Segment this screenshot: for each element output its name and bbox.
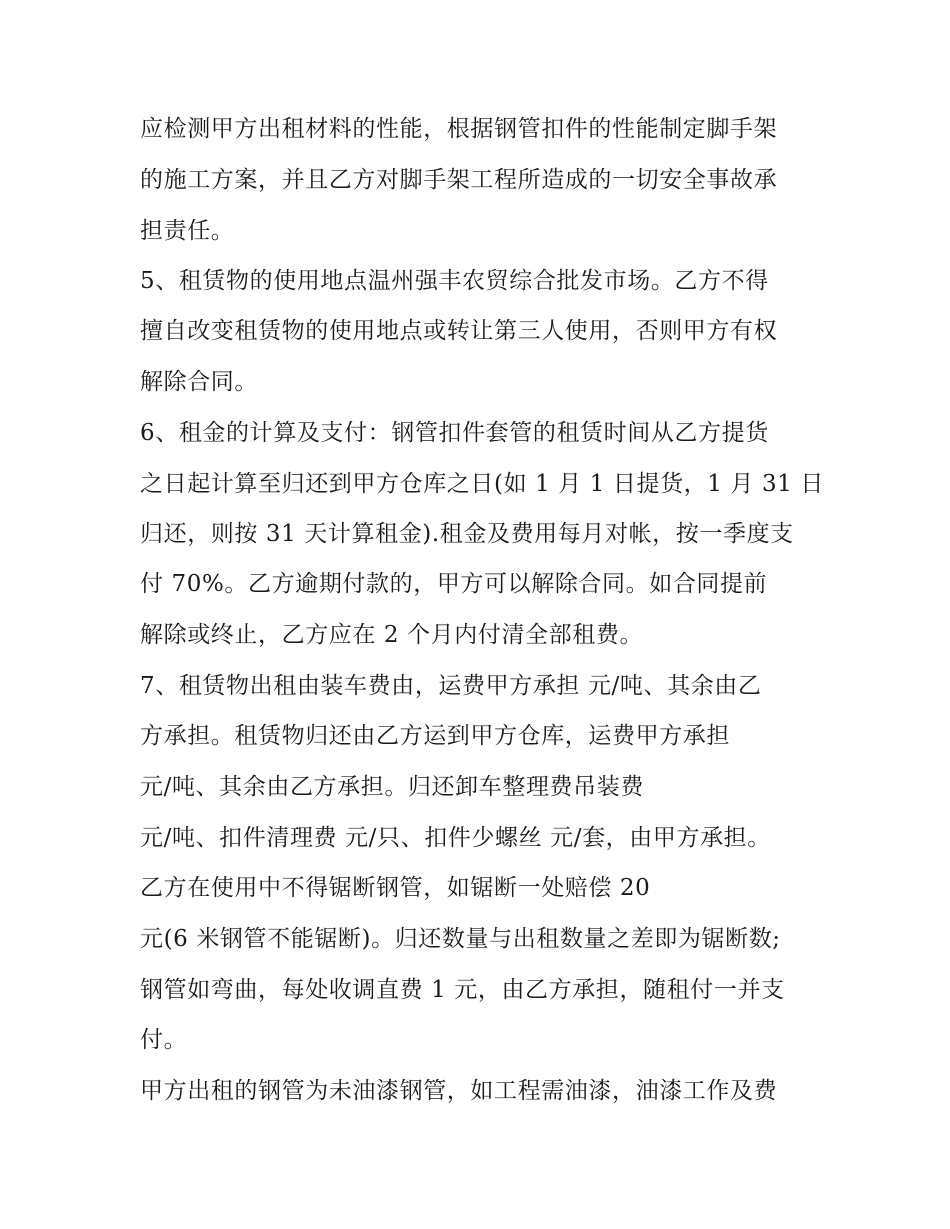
text-line: 元/吨、扣件清理费 元/只、扣件少螺丝 元/套，由甲方承担。 [140,825,771,851]
text-line: 乙方在使用中不得锯断钢管，如锯断一处赔偿 20 [140,875,651,901]
text-line: 的施工方案，并且乙方对脚手架工程所造成的一切安全事故承 [140,167,778,193]
text-line: 元(6 米钢管不能锯断)。归还数量与出租数量之差即为锯断数; [140,926,781,952]
text-line: 元/吨、其余由乙方承担。归还卸车整理费吊装费 [140,774,644,800]
text-line: 付 70%。乙方逾期付款的，甲方可以解除合同。如合同提前 [140,571,768,597]
text-line: 解除或终止，乙方应在 2 个月内付清全部租费。 [140,622,644,648]
text-line: 钢管如弯曲，每处收调直费 1 元，由乙方承担，随租付一并支 [140,977,785,1003]
text-line: 擅自改变租赁物的使用地点或转让第三人使用，否则甲方有权 [140,318,778,344]
text-line: 方承担。租赁物归还由乙方运到甲方仓库，运费甲方承担 [140,723,730,749]
text-line: 付。 [140,1027,188,1053]
text-line: 7、租赁物出租由装车费由，运费甲方承担 元/吨、其余由乙 [140,673,762,699]
text-line: 应检测甲方出租材料的性能，根据钢管扣件的性能制定脚手架 [140,116,778,142]
text-line: 6、租金的计算及支付：钢管扣件套管的租赁时间从乙方提货 [140,420,769,446]
text-line: 解除合同。 [140,369,258,395]
text-line: 甲方出租的钢管为未油漆钢管，如工程需油漆，油漆工作及费 [140,1078,778,1104]
text-line: 之日起计算至归还到甲方仓库之日(如 1 月 1 日提货，1 月 31 日 [140,471,824,497]
text-line: 归还，则按 31 天计算租金).租金及费用每月对帐，按一季度支 [140,521,794,547]
text-line: 担责任。 [140,218,235,244]
text-line: 5、租赁物的使用地点温州强丰农贸综合批发市场。乙方不得 [140,268,769,294]
